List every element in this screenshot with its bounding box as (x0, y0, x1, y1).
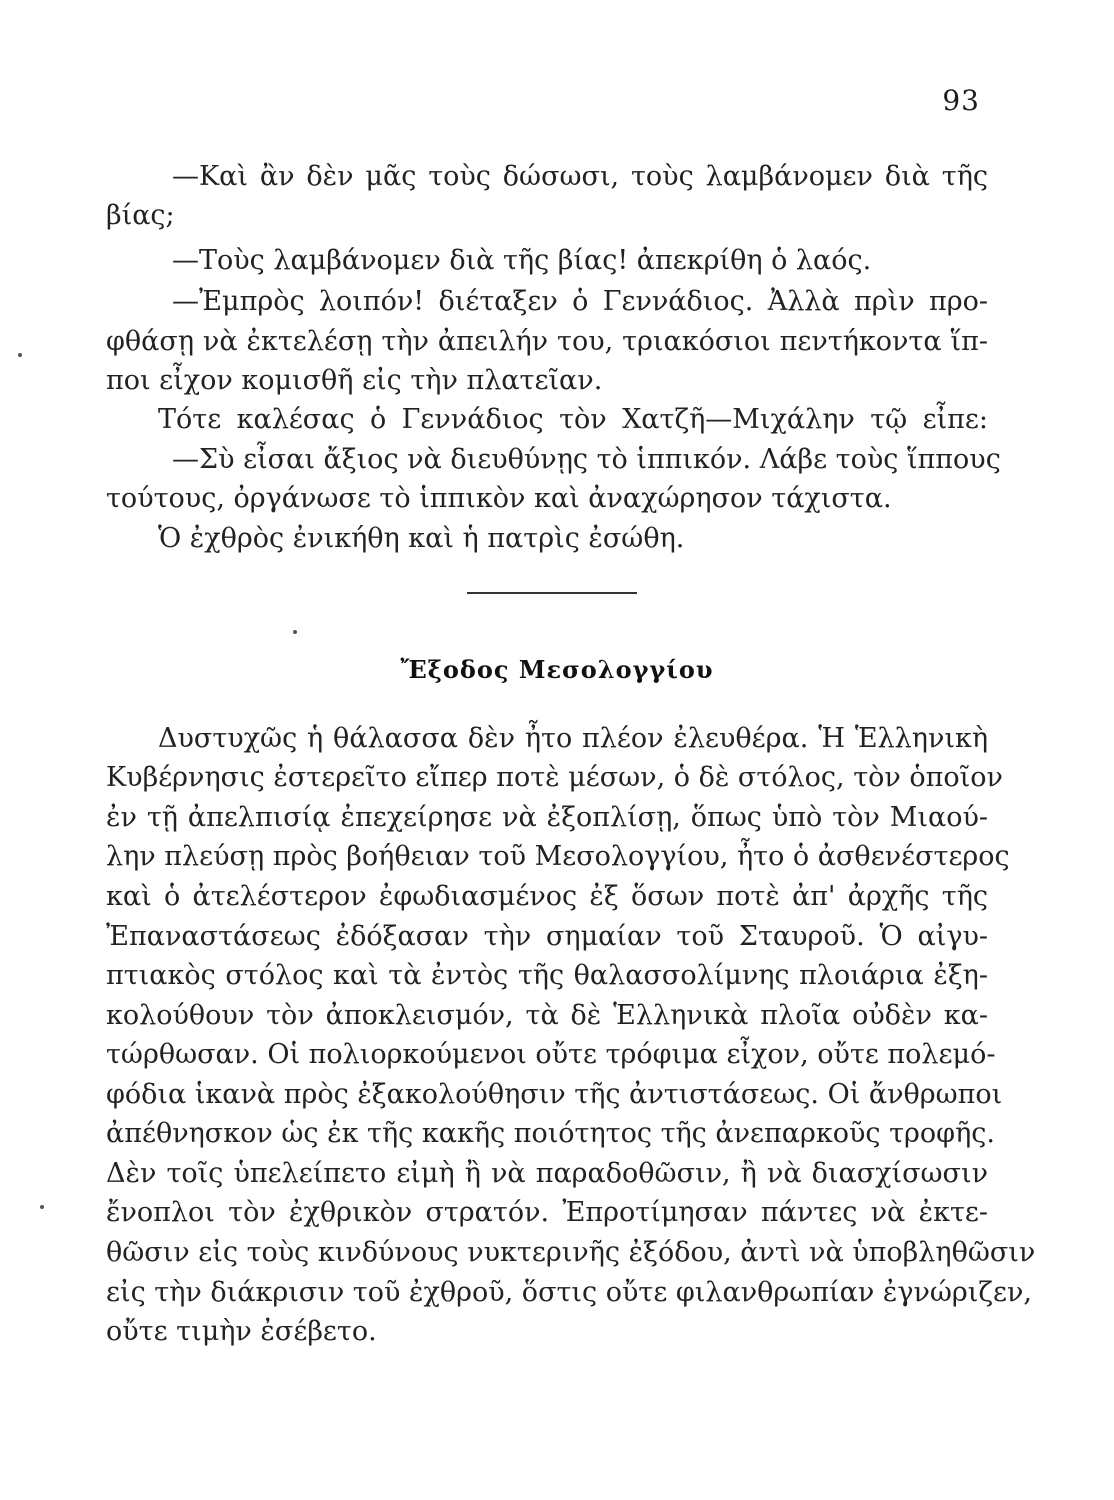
text-line: —Τοὺς λαμβάνομεν διὰ τῆς βίας! ἀπεκρίθη ὁ λαός. (172, 245, 872, 276)
text-line: ἀπέθνησκον ὡς ἐκ τῆς κακῆς ποιότητος τῆς ἀνεπαρκοῦς τροφῆς. (106, 1118, 995, 1149)
text-line: φόδια ἱκανὰ πρὸς ἐξακολούθησιν τῆς ἀντιστάσεως. Οἱ ἄνθρωποι (106, 1079, 1003, 1110)
text-line: βίας; (106, 200, 175, 231)
text-line: —Σὺ εἶσαι ἄξιος νὰ διευθύνῃς τὸ ἱππικόν. Λάβε τοὺς ἵππους (172, 444, 1001, 475)
text-line: φθάσῃ νὰ ἐκτελέσῃ τὴν ἀπειλήν του, τριακόσιοι πεντήκοντα ἵπ- (106, 326, 988, 357)
text-line: ποι εἶχον κομισθῆ εἰς τὴν πλατεῖαν. (106, 365, 603, 396)
text-line: καὶ ὁ ἀτελέστερον ἐφωδιασμένος ἐξ ὅσων ποτὲ ἀπ' ἀρχῆς τῆς (106, 881, 988, 912)
text-line: ἐν τῇ ἀπελπισίᾳ ἐπεχείρησε νὰ ἐξοπλίσῃ, ὅπως ὑπὸ τὸν Μιαού- (106, 802, 988, 833)
text-line: Ὁ ἐχθρὸς ἐνικήθη καὶ ἡ πατρὶς ἐσώθη. (158, 523, 685, 554)
speck (18, 353, 22, 357)
page-number: 93 (942, 84, 980, 117)
text-line: τώρθωσαν. Οἱ πολιορκούμενοι οὔτε τρόφιμα εἶχον, οὔτε πολεμό- (106, 1039, 996, 1070)
section-heading: Ἔξοδος Μεσολογγίου (400, 655, 714, 684)
text-line: λην πλεύσῃ πρὸς βοήθειαν τοῦ Μεσολογγίου, ἦτο ὁ ἀσθενέστερος (106, 841, 1010, 872)
text-line: τούτους, ὀργάνωσε τὸ ἱππικὸν καὶ ἀναχώρησον τάχιστα. (106, 483, 892, 514)
text-line: ἔνοπλοι τὸν ἐχθρικὸν στρατόν. Ἐπροτίμησαν πάντες νὰ ἐκτε- (106, 1197, 988, 1228)
text-line: πτιακὸς στόλος καὶ τὰ ἐντὸς τῆς θαλασσολίμνης πλοιάρια ἐξη- (106, 960, 988, 991)
text-line: Δυστυχῶς ἡ θάλασσα δὲν ἦτο πλέον ἐλευθέρα. Ἡ Ἑλληνικὴ (158, 723, 988, 754)
section-divider (467, 592, 637, 594)
text-line: Τότε καλέσας ὁ Γεννάδιος τὸν Χατζῆ—Μιχάλην τῷ εἶπε: (158, 404, 988, 435)
text-line: Δὲν τοῖς ὑπελείπετο εἰμὴ ἢ νὰ παραδοθῶσιν, ἢ νὰ διασχίσωσιν (106, 1158, 988, 1189)
text-line: —Ἐμπρὸς λοιπόν! διέταξεν ὁ Γεννάδιος. Ἀλλὰ πρὶν προ- (172, 286, 988, 317)
text-line: κολούθουν τὸν ἀποκλεισμόν, τὰ δὲ Ἑλληνικὰ πλοῖα οὐδὲν κα- (106, 1000, 988, 1031)
text-line: Ἐπαναστάσεως ἐδόξασαν τὴν σημαίαν τοῦ Σταυροῦ. Ὁ αἰγυ- (106, 921, 988, 952)
text-line: εἰς τὴν διάκρισιν τοῦ ἐχθροῦ, ὅστις οὔτε φιλανθρωπίαν ἐγνώριζεν, (106, 1277, 1032, 1308)
text-line: Κυβέρνησις ἐστερεῖτο εἴπερ ποτὲ μέσων, ὁ δὲ στόλος, τὸν ὁποῖον (106, 762, 1003, 793)
text-line: οὔτε τιμὴν ἐσέβετο. (106, 1316, 377, 1347)
speck (293, 630, 297, 634)
text-line: —Καὶ ἂν δὲν μᾶς τοὺς δώσωσι, τοὺς λαμβάνομεν διὰ τῆς (172, 161, 988, 192)
text-line: θῶσιν εἰς τοὺς κινδύνους νυκτερινῆς ἐξόδου, ἀντὶ νὰ ὑποβληθῶσιν (106, 1237, 1036, 1268)
speck (40, 1205, 44, 1209)
